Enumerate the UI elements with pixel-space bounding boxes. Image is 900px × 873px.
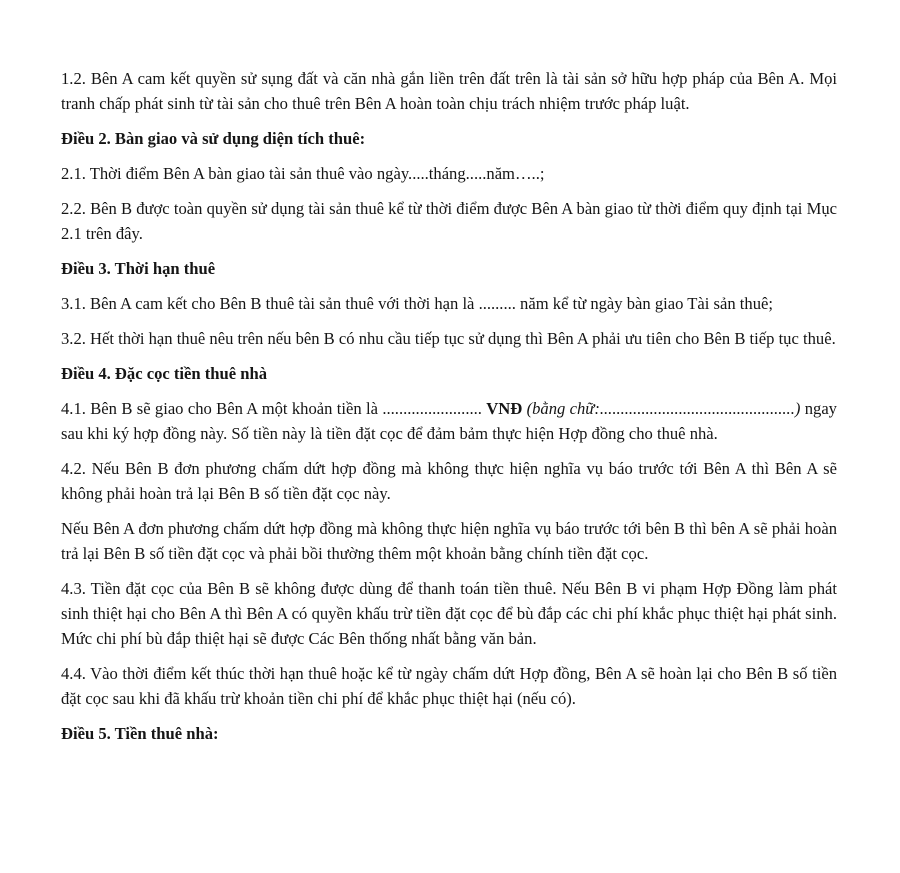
clause-4-1-text: 4.1. Bên B sẽ giao cho Bên A một khoản tiền là ........................ [61,399,487,418]
clause-1-2: 1.2. Bên A cam kết quyền sử sụng đất và căn nhà gắn liền trên đất trên là tài sản sở hữu hợp pháp của Bên A. Mọi tranh chấp phát sinh từ tài sản cho thuê trên Bên A hoàn toàn chịu trách nhiệm trước pháp luật. [61,69,837,113]
clause-4-3: 4.3. Tiền đặt cọc của Bên B sẽ không được dùng để thanh toán tiền thuê. Nếu Bên B vi phạm Hợp Đồng làm phát sinh thiệt hại cho Bên A thì Bên A có quyền khấu trừ tiền đặt cọc để bù đắp các chi phí khắc phục thiệt hại phát sinh. Mức chi phí bù đắp thiệt hại sẽ được Các Bên thống nhất bằng văn bản. [61,579,837,648]
article-4-heading: Điều 4. Đặc cọc tiền thuê nhà [61,364,268,383]
clause-4-4: 4.4. Vào thời điểm kết thúc thời hạn thuê hoặc kể từ ngày chấm dứt Hợp đồng, Bên A sẽ hoàn lại cho Bên B số tiền đặt cọc sau khi đã khấu trừ khoản tiền chi phí để khắc phục thiệt hại (nếu có). [61,664,837,708]
article-5-heading: Điều 5. Tiền thuê nhà: [61,724,219,743]
clause-4-2-continued: Nếu Bên A đơn phương chấm dứt hợp đồng mà không thực hiện nghĩa vụ báo trước tới bên B thì bên A sẽ phải hoàn trả lại Bên B số tiền đặt cọc và phải bồi thường thêm một khoản bằng chính tiền đặt cọc. [61,519,837,563]
clause-3-1: 3.1. Bên A cam kết cho Bên B thuê tài sản thuê với thời hạn là ......... năm kể từ ngày bàn giao Tài sản thuê; [61,294,773,313]
clause-2-2: 2.2. Bên B được toàn quyền sử dụng tài sản thuê kể từ thời điểm được Bên A bàn giao từ thời điểm quy định tại Mục 2.1 trên đây. [61,199,837,243]
clause-4-1 [61,396,837,446]
clause-4-1-rest: ngay sau khi ký hợp đồng này. Số tiền này là tiền đặt cọc để đảm bảm thực hiện Hợp đồng cho thuê nhà. [61,399,837,443]
clause-4-2: 4.2. Nếu Bên B đơn phương chấm dứt hợp đồng mà không thực hiện nghĩa vụ báo trước tới Bên A thì Bên A sẽ không phải hoàn trả lại Bên B số tiền đặt cọc này. [61,459,837,503]
amount-in-words: (bằng chữ:...............................................) [522,399,801,418]
currency-label: VNĐ [486,399,523,418]
clause-2-1: 2.1. Thời điểm Bên A bàn giao tài sản thuê vào ngày.....tháng.....năm…..; [61,164,545,183]
clause-3-2: 3.2. Hết thời hạn thuê nêu trên nếu bên B có nhu cầu tiếp tục sử dụng thì Bên A phải ưu tiên cho Bên B tiếp tục thuê. [61,329,836,348]
article-3-heading: Điều 3. Thời hạn thuê [61,259,216,278]
contract-page [61,66,837,756]
article-2-heading: Điều 2. Bàn giao và sử dụng diện tích thuê: [61,129,366,148]
